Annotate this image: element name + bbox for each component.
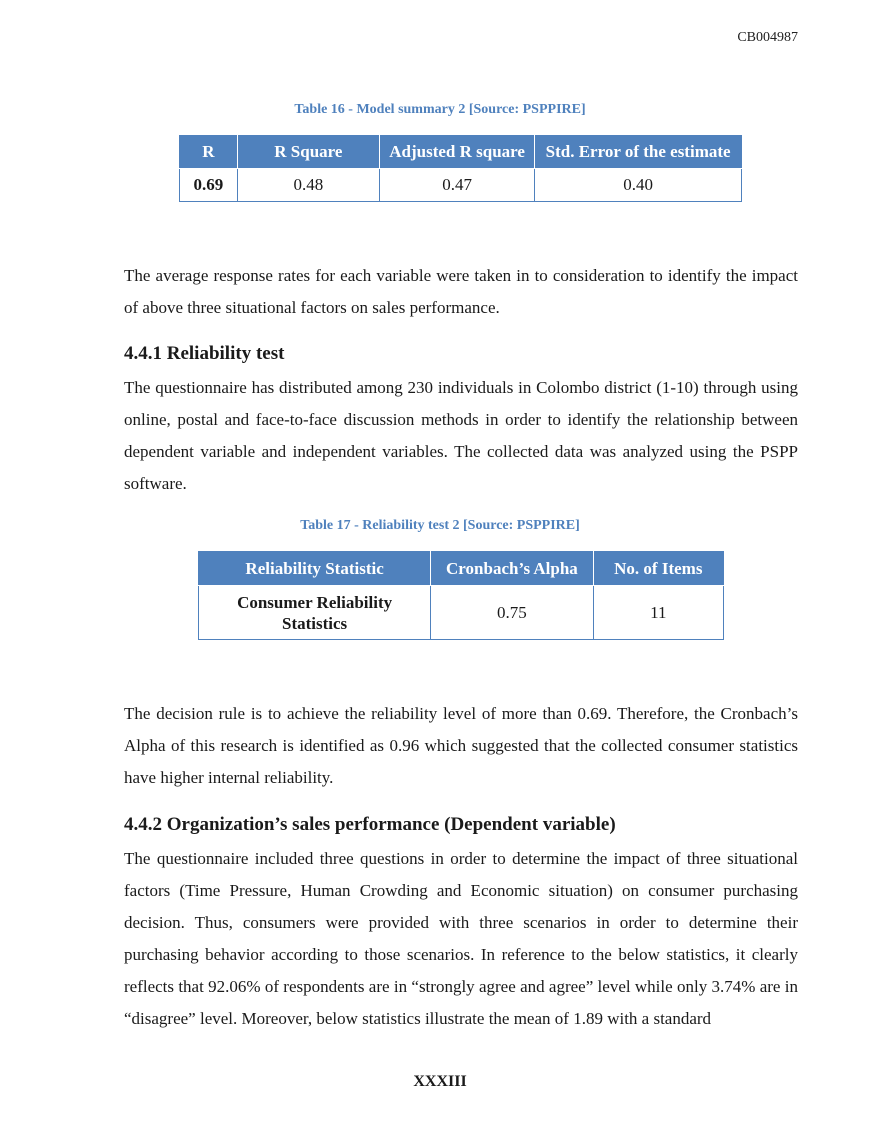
table-cell: 11 — [593, 586, 723, 640]
table-cell: 0.47 — [379, 169, 534, 202]
table16-caption: Table 16 - Model summary 2 [Source: PSPPIRE] — [294, 102, 586, 117]
document-id: CB004987 — [737, 30, 798, 45]
header-cell: R — [180, 136, 238, 169]
table-cell: 0.69 — [180, 169, 238, 202]
section-heading-reliability: 4.4.1 Reliability test — [124, 343, 285, 364]
header-cell: R Square — [237, 136, 379, 169]
table-row — [180, 169, 742, 202]
table-header-row — [199, 552, 724, 586]
table-header-row — [180, 136, 742, 169]
table-cell: 0.75 — [431, 586, 593, 640]
page-number: XXXIII — [413, 1073, 467, 1090]
table-cell: 0.40 — [535, 169, 742, 202]
paragraph-sales-performance: The questionnaire included three questions in order to determine the impact of three situational factors (Time Pressure, Human Crowding and Economic situation) on consumer purchasing decision. Thus, consumers were provided with three scenarios in order to determine their purchasing behavior according to those scenarios. In reference to the below statistics, it clearly reflects that 92.06% of respondents are in “strongly agree and agree” level while only 3.74% are in “disagree” level. Moreover, below statistics illustrate the mean of 1.89 with a standard — [124, 849, 798, 1028]
header-cell: Reliability Statistic — [199, 552, 431, 586]
paragraph-response-rates: The average response rates for each variable were taken in to consideration to identify the impact of above three situational factors on sales performance. — [124, 266, 798, 317]
table17-caption: Table 17 - Reliability test 2 [Source: PSPPIRE] — [300, 518, 580, 533]
reliability-table — [198, 551, 724, 640]
table-cell: 0.48 — [237, 169, 379, 202]
table-cell: Consumer Reliability Statistics — [199, 586, 431, 640]
header-cell: Adjusted R square — [379, 136, 534, 169]
paragraph-decision-rule: The decision rule is to achieve the reliability level of more than 0.69. Therefore, the Cronbach’s Alpha of this research is identified as 0.96 which suggested that the collected consumer statistics have higher internal reliability. — [124, 704, 798, 787]
header-cell: Cronbach’s Alpha — [431, 552, 593, 586]
model-summary-table — [179, 135, 742, 202]
header-cell: No. of Items — [593, 552, 723, 586]
header-cell: Std. Error of the estimate — [535, 136, 742, 169]
section-heading-sales-performance: 4.4.2 Organization’s sales performance (Dependent variable) — [124, 814, 616, 835]
table-row — [199, 586, 724, 640]
paragraph-reliability: The questionnaire has distributed among 230 individuals in Colombo district (1-10) through using online, postal and face-to-face discussion methods in order to identify the relationship between dependent variable and independent variables. The collected data was analyzed using the PSPP software. — [124, 378, 798, 493]
